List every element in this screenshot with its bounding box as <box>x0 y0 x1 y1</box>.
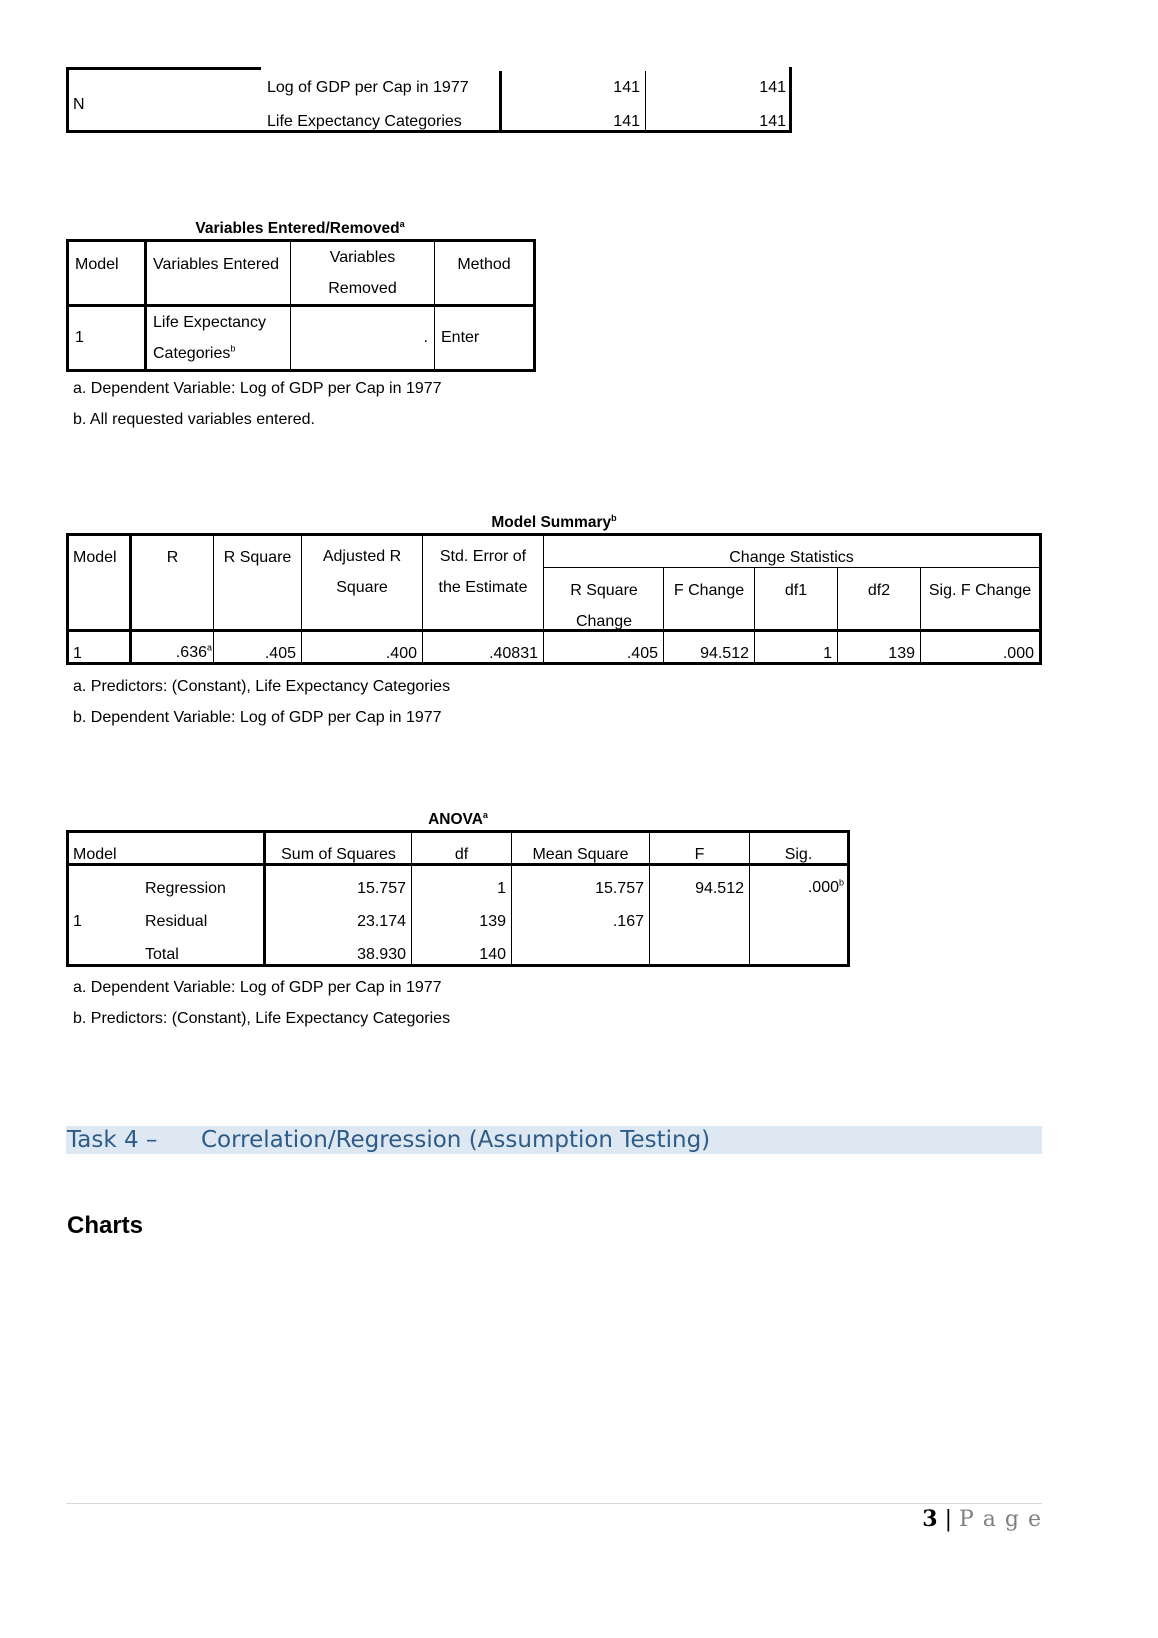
row-r-square: .405 <box>264 645 296 662</box>
model-summary-notes <box>73 671 450 733</box>
n-row-name: Log of GDP per Cap in 1977 <box>267 79 469 96</box>
row-name: Residual <box>145 913 208 930</box>
row-mean-square: 15.757 <box>595 880 644 897</box>
header-df: df <box>454 846 469 863</box>
header-model: Model <box>73 846 117 863</box>
page-separator: | <box>944 1507 952 1532</box>
header-r-square-change: R Square Change <box>570 582 638 630</box>
header-method: Method <box>457 256 511 273</box>
row-mean-square: .167 <box>612 913 644 930</box>
variables-table-notes <box>73 373 442 435</box>
task-heading <box>66 1126 1042 1154</box>
header-sig-f-change: Sig. F Change <box>928 582 1032 599</box>
n-row-value: 141 <box>613 113 640 130</box>
row-df2: 139 <box>888 645 915 662</box>
row-df: 140 <box>479 946 506 963</box>
row-adjusted-r-square: .400 <box>385 645 417 662</box>
footnote: a. Predictors: (Constant), Life Expectancy Categories <box>73 678 451 695</box>
footnote: b. All requested variables entered. <box>73 411 315 428</box>
row-model: 1 <box>73 645 82 662</box>
header-df2: df2 <box>867 582 891 599</box>
row-std-error: .40831 <box>489 645 538 662</box>
header-r: R <box>166 549 179 566</box>
row-f-change: 94.512 <box>700 645 749 662</box>
row-df: 1 <box>497 880 506 897</box>
anova-notes <box>73 972 450 1034</box>
row-sum-of-squares: 15.757 <box>357 880 406 897</box>
n-label: N <box>73 96 85 113</box>
row-method: Enter <box>441 329 480 346</box>
row-variables-entered: Life Expectancy Categories$^b$ <box>146 306 291 371</box>
row-df: 139 <box>479 913 506 930</box>
n-row-value: 141 <box>759 79 786 96</box>
header-mean-square: Mean Square <box>532 846 629 863</box>
footnote: b. Dependent Variable: Log of GDP per Cap in 1977 <box>73 709 442 726</box>
footnote: a. Dependent Variable: Log of GDP per Cap in 1977 <box>73 979 442 996</box>
variables-table-title: Variables Entered/Removed$^a$ <box>195 218 405 237</box>
model-summary-title: Model Summary$^b$ <box>491 512 617 531</box>
n-row-value: 141 <box>759 113 786 130</box>
row-name: Regression <box>145 880 226 897</box>
row-model: 1 <box>68 306 146 371</box>
header-f: F <box>694 846 705 863</box>
row-variables-removed: . <box>291 306 435 371</box>
header-change-statistics: Change Statistics <box>729 549 854 566</box>
task-title: Correlation/Regression (Assumption Testing) <box>201 1127 711 1153</box>
page-footer <box>922 1506 1042 1532</box>
row-name: Total <box>145 946 179 963</box>
header-r-square: R Square <box>223 549 292 566</box>
header-variables-removed: Variables Removed <box>291 241 435 306</box>
header-std-error: Std. Error of the Estimate <box>438 548 528 596</box>
footer-rule <box>66 1503 1042 1504</box>
variables-table <box>66 239 536 372</box>
charts-heading: Charts <box>67 1212 144 1239</box>
row-r: .636$^a$ <box>175 642 212 661</box>
anova-title: ANOVA$^a$ <box>428 809 488 828</box>
model-summary-table <box>66 533 1042 665</box>
header-f-change: F Change <box>673 582 745 599</box>
header-adjusted-r-square: Adjusted R Square <box>322 548 402 596</box>
page-label: P a g e <box>958 1507 1042 1532</box>
header-df1: df1 <box>784 582 808 599</box>
page-number: 3 <box>922 1506 938 1532</box>
header-sum-of-squares: Sum of Squares <box>281 846 396 863</box>
row-sum-of-squares: 23.174 <box>357 913 406 930</box>
row-df1: 1 <box>823 645 832 662</box>
row-sig: .000$^b$ <box>807 877 844 896</box>
header-model: Model <box>73 549 117 566</box>
anova-table <box>66 830 850 967</box>
header-model: Model <box>68 241 146 306</box>
row-model: 1 <box>73 913 82 930</box>
footnote: a. Dependent Variable: Log of GDP per Cap in 1977 <box>73 380 442 397</box>
footnote: b. Predictors: (Constant), Life Expectancy Categories <box>73 1010 451 1027</box>
n-row-name: Life Expectancy Categories <box>267 113 462 130</box>
row-sum-of-squares: 38.930 <box>357 946 406 963</box>
header-sig: Sig. <box>784 846 813 863</box>
n-table <box>66 67 792 133</box>
n-row-value: 141 <box>613 79 640 96</box>
row-r-square-change: .405 <box>626 645 658 662</box>
row-sig-f-change: .000 <box>1002 645 1034 662</box>
header-variables-entered: Variables Entered <box>146 241 291 306</box>
task-number: Task 4 – <box>67 1127 158 1153</box>
row-f: 94.512 <box>695 880 744 897</box>
